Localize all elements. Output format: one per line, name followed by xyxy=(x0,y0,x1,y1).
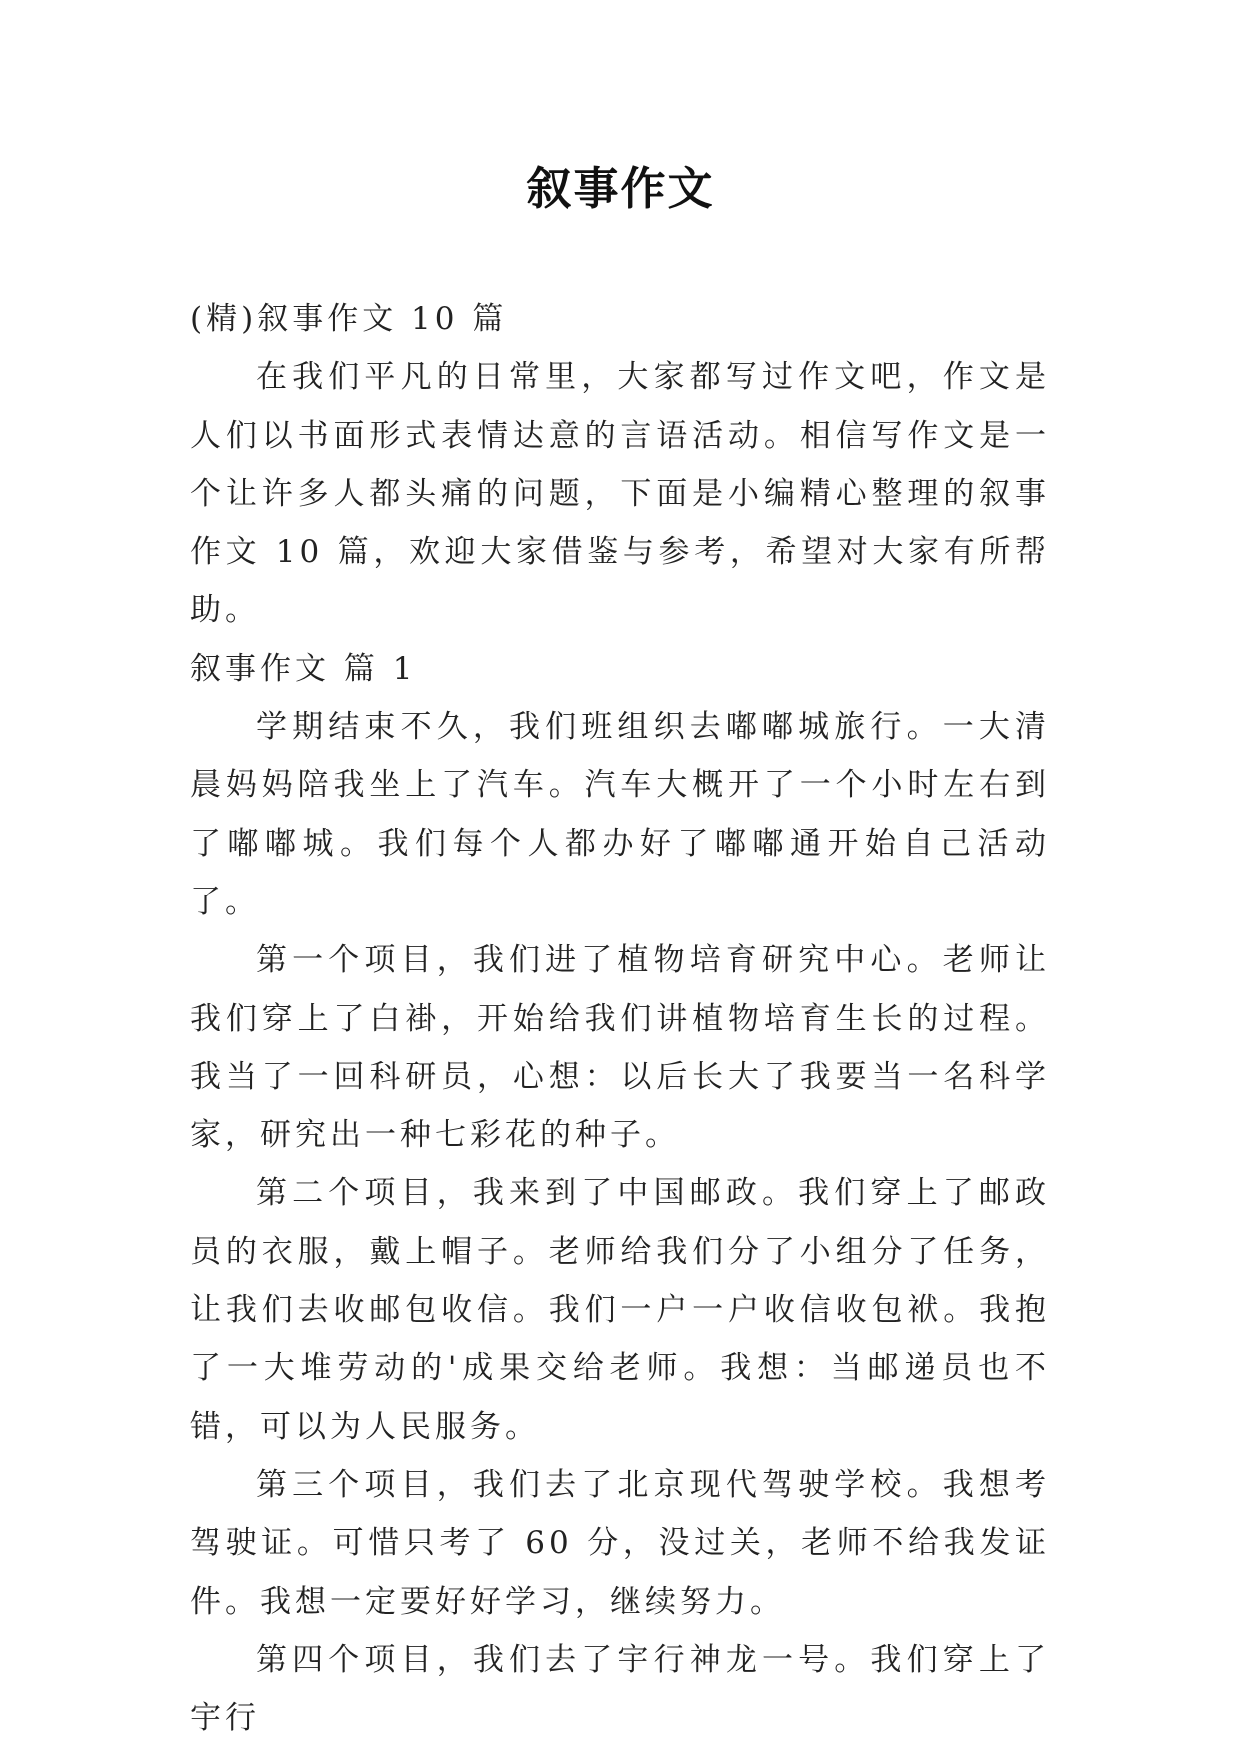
document-title: 叙事作文 xyxy=(526,162,715,215)
section-heading: 叙事作文 篇 1 xyxy=(190,650,417,687)
intro-paragraph: 在我们平凡的日常里，大家都写过作文吧，作文是人们以书面形式表情达意的言语活动。相信写作文是一个让许多人都头痛的问题，下面是小编精心整理的叙事作文 10 篇，欢迎大家借鉴与参考，希望对大家有所帮助。 xyxy=(190,359,1050,629)
body-paragraph: 第三个项目，我们去了北京现代驾驶学校。我想考驾驶证。可惜只考了 60 分，没过关，老师不给我发证件。我想一定要好好学习，继续努力。 xyxy=(190,1466,1050,1620)
subtitle-line: (精)叙事作文 10 篇 xyxy=(190,301,508,337)
body-paragraph: 第一个项目，我们进了植物培育研究中心。老师让我们穿上了白褂，开始给我们讲植物培育生长的过程。我当了一回科研员，心想：以后长大了我要当一名科学家，研究出一种七彩花的种子。 xyxy=(190,942,1050,1154)
body-paragraph: 第二个项目，我来到了中国邮政。我们穿上了邮政员的衣服，戴上帽子。老师给我们分了小组分了任务，让我们去收邮包收信。我们一户一户收信收包袱。我抱了一大堆劳动的'成果交给老师。我想：当邮递员也不错，可以为人民服务。 xyxy=(190,1175,1050,1445)
body-paragraph: 第四个项目，我们去了宇行神龙一号。我们穿上了宇行 xyxy=(190,1641,1050,1737)
body-paragraph: 学期结束不久，我们班组织去嘟嘟城旅行。一大清晨妈妈陪我坐上了汽车。汽车大概开了一个小时左右到了嘟嘟城。我们每个人都办好了嘟嘟通开始自己活动了。 xyxy=(190,709,1050,920)
document-body xyxy=(190,290,1050,1747)
